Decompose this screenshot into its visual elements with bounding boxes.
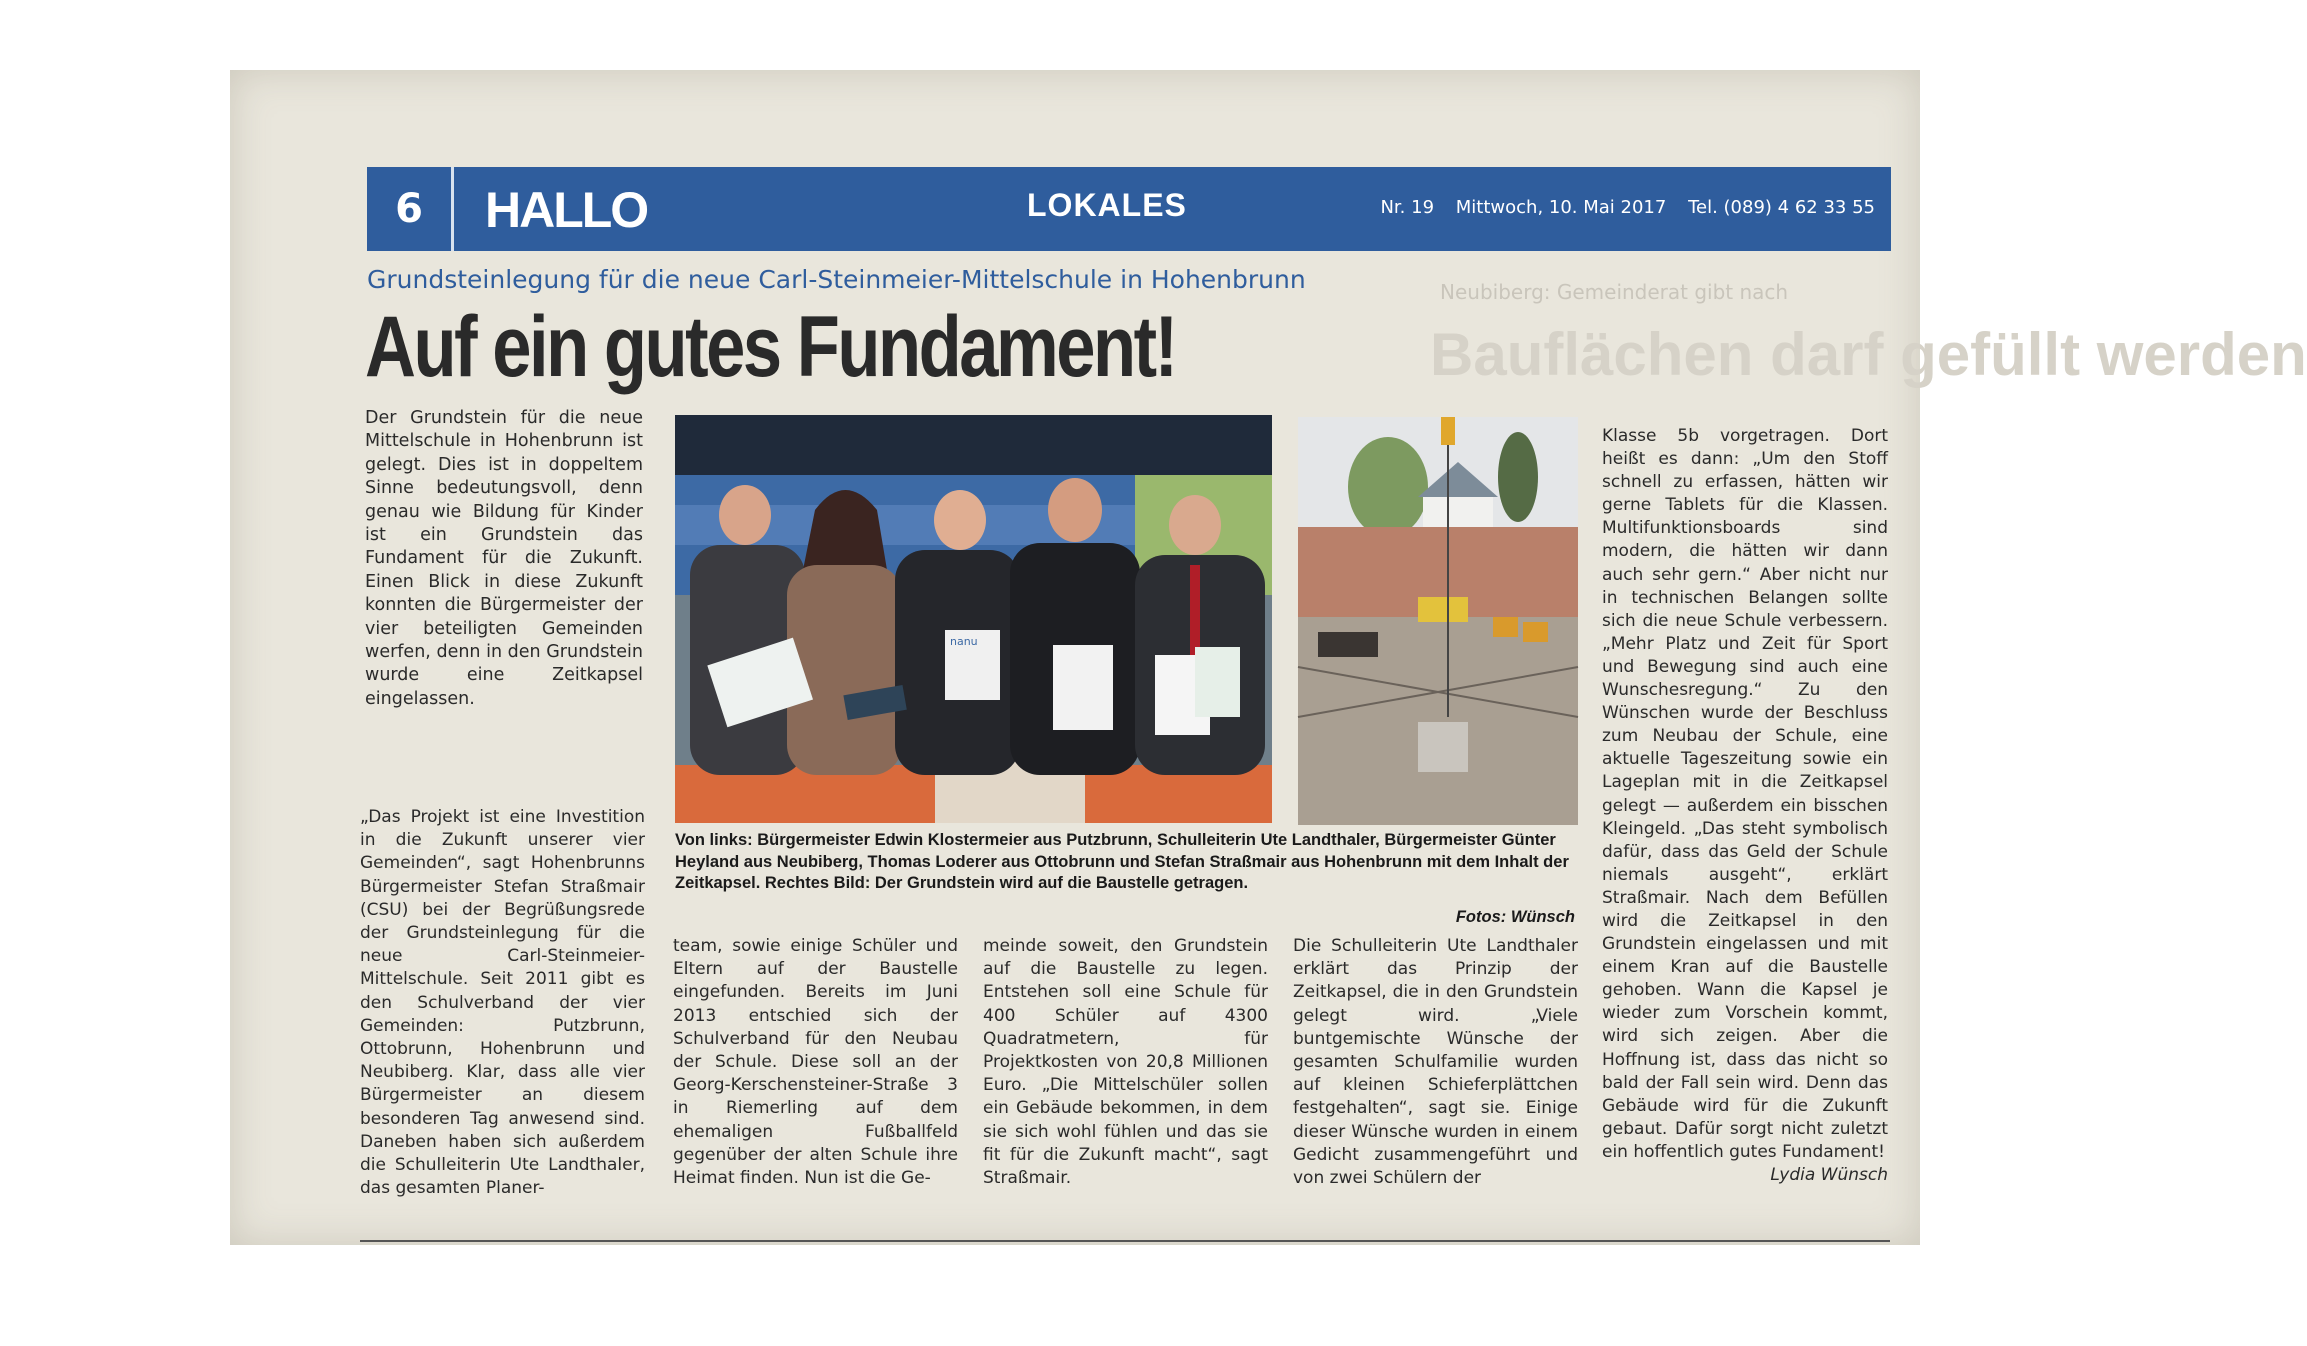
body-paragraph-2: team, sowie einige Schüler und Eltern auf der Baustelle eingefunden. Bereits im Juni 2013 entschied sich der Schulverband für den Neubau der Schule. Diese soll an der Georg-Kerschensteiner-Straße 3 in Riemerling auf dem ehemaligen Fußballfeld gegenüber der alten Schule ihre Heimat finden. Nun ist die Ge- — [673, 936, 958, 1189]
body-column-4 — [1293, 935, 1578, 1190]
issue-date: Mittwoch, 10. Mai 2017 — [1455, 197, 1667, 218]
bottom-rule — [360, 1240, 1890, 1242]
group-photo-illustration — [675, 415, 1272, 823]
photo-credit: Fotos: Wünsch — [1455, 908, 1575, 926]
body-column-2 — [673, 935, 958, 1190]
bleed-through-kicker: Neubiberg: Gemeinderat gibt nach — [1440, 280, 1789, 304]
body-column-1 — [360, 806, 645, 1200]
bleed-through-headline: Bauflächen darf gefüllt werden — [1430, 321, 2307, 388]
construction-photo-illustration — [1298, 417, 1578, 825]
body-paragraph-4: Die Schulleiterin Ute Landthaler erklärt das Prinzip der Zeitkapsel, die in den Grundstein gelegt wird. „Viele buntgemischte Wünsche der gesamten Schulfamilie wurden auf kleinen Schieferplättchen festgehalten“, sagt sie. Einige dieser Wünsche wurden in einem Gedicht zusammengeführt und von zwei Schülern der — [1293, 936, 1578, 1189]
construction-photo — [1298, 417, 1578, 825]
newspaper-clipping — [230, 70, 2307, 1245]
body-column-3 — [983, 935, 1268, 1190]
intro-column — [365, 407, 643, 711]
group-photo — [675, 415, 1272, 823]
page-number: 6 — [367, 167, 454, 251]
body-paragraph-1: „Das Projekt ist eine Investition in die Zukunft unserer vier Gemeinden“, sagt Hohenbrunns Bürgermeister Stefan Straßmair (CSU) bei der Begrüßungsrede der Grundsteinlegung für die neue Carl-Steinmeier-Mittelschule. Seit 2011 gibt es den Schulverband der vier Gemeinden: Putzbrunn, Ottobrunn, Hohenbrunn und Neubiberg. Klar, dass alle vier Bürgermeister an diesem besonderen Tag anwesend sind. Daneben haben sich außerdem die Schulleiterin Ute Landthaler, das gesamten Planer- — [360, 807, 645, 1199]
article-headline: Auf ein gutes Fundament! — [365, 299, 1176, 395]
issue-number: Nr. 19 — [1380, 197, 1435, 218]
intro-paragraph: Der Grundstein für die neue Mittelschule in Hohenbrunn ist gelegt. Dies ist in doppeltem Sinne bedeutungsvoll, denn genau wie Bildung für Kinder ist ein Grundstein das Fundament für die Zukunft. Einen Blick in diese Zukunft konnten die Bürgermeister der vier beteiligten Gemeinden werfen, denn in den Grundstein wurde eine Zeitkapsel eingelassen. — [365, 408, 643, 709]
photo-caption: Von links: Bürgermeister Edwin Klostermeier aus Putzbrunn, Schulleiterin Ute Landthaler, Bürgermeister Günter Heyland aus Neubiberg, Thomas Loderer aus Ottobrunn und Stefan Straßmair aus Hohenbrunn mit dem Inhalt der Zeitkapsel. Rechtes Bild: Der Grundstein wird auf die Baustelle getragen. — [675, 831, 1569, 892]
body-column-5 — [1602, 425, 1888, 1187]
hallo-logo: HALLO — [485, 182, 648, 238]
issue-info — [1364, 197, 1875, 218]
body-paragraph-5: Klasse 5b vorgetragen. Dort heißt es dann: „Um den Stoff schnell zu erfassen, hätten wir gerne Tablets für die Klassen. Multifunktionsboards sind modern, die hätten wir dann auch sehr gern.“ Aber nicht nur in technischen Belangen sollte sich die neue Schule verbessern. „Mehr Platz und Zeit für Sport und Bewegung sind auch eine Wunschesregung.“ Zu den Wünschen wurde der Beschluss zum Neubau der Schule, eine aktuelle Tageszeitung sowie ein Lageplan mit in die Zeitkapsel gelegt — außerdem ein bisschen Kleingeld. „Das steht symbolisch dafür, dass das Geld der Schule niemals ausgeht“, erklärt Straßmair. Nach dem Befüllen wird die Zeitkapsel in den Grundstein eingelassen und mit einem Kran auf die Baustelle gehoben. Wann die Kapsel je wieder zum Vorschein kommt, wird sich zeigen. Aber die Hoffnung ist, dass das nicht so bald der Fall sein wird. Denn das Gebäude wird für die Zukunft gebaut. Dafür sorgt nicht zuletzt ein hoffentlich gutes Fundament! — [1602, 426, 1888, 1162]
article-kicker: Grundsteinlegung für die neue Carl-Steinmeier-Mittelschule in Hohenbrunn — [367, 265, 1306, 294]
body-paragraph-3: meinde soweit, den Grundstein auf die Baustelle zu legen. Entstehen soll eine Schule für 400 Schüler auf 4300 Quadratmetern, für Projektkosten von 20,8 Millionen Euro. „Die Mittelschüler sollen ein Gebäude bekommen, in dem sie sich wohl fühlen und das sie fit für die Zukunft macht“, sagt Straßmair. — [983, 936, 1268, 1189]
masthead-bar — [367, 167, 1891, 251]
contact-phone: Tel. (089) 4 62 33 55 — [1688, 197, 1875, 218]
section-title: LOKALES — [1027, 187, 1187, 223]
author-byline: Lydia Wünsch — [1770, 1165, 1888, 1185]
brochure-label: nanu — [950, 635, 978, 648]
